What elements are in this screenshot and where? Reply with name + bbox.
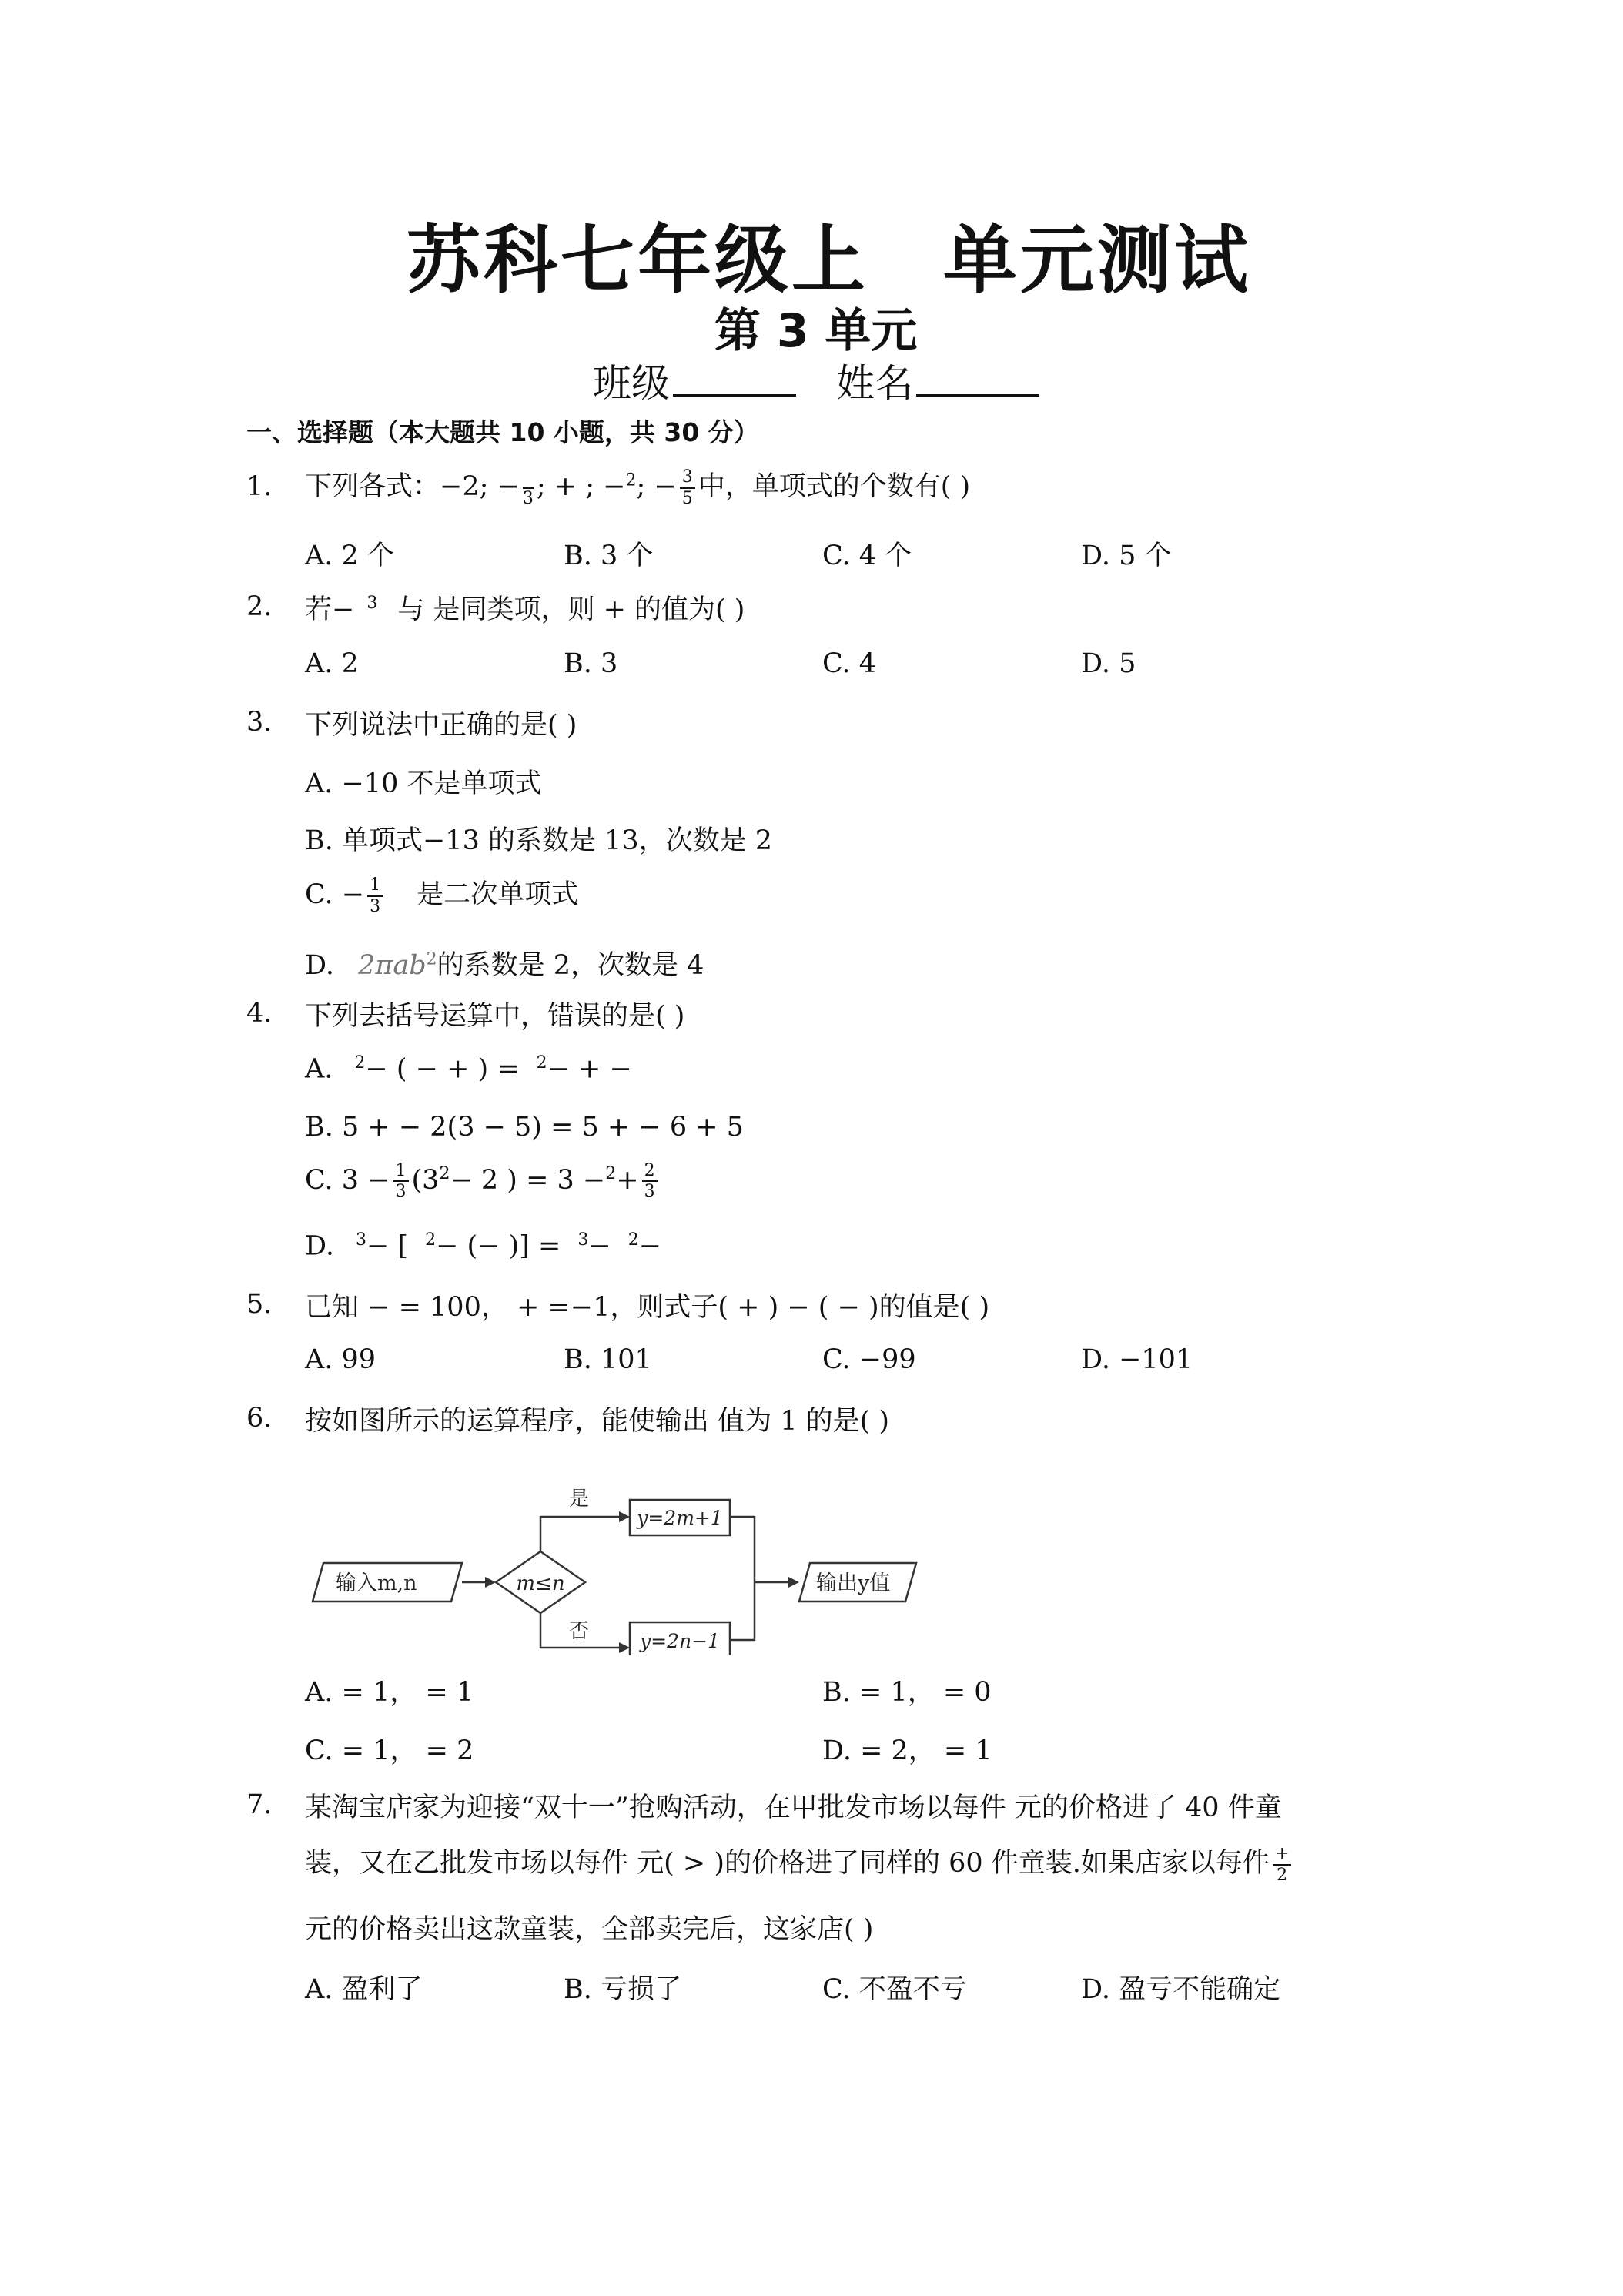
q1-text-3: ; − — [636, 471, 677, 502]
q3-option-b[interactable]: B. 单项式−13 的系数是 13，次数是 2 — [305, 825, 773, 856]
q1-option-a[interactable]: A. 2 个 — [305, 541, 394, 571]
q2-text-2: 与 是同类项，则 + 的值为( ) — [397, 594, 745, 625]
q1-option-c[interactable]: C. 4 个 — [822, 541, 912, 571]
q3-option-a[interactable]: A. −10 不是单项式 — [305, 768, 542, 799]
q1-option-b[interactable]: B. 3 个 — [564, 541, 654, 571]
q5-option-b[interactable]: B. 101 — [564, 1344, 652, 1375]
q7-option-b[interactable]: B. 亏损了 — [564, 1974, 681, 2005]
q7-line-2: 装，又在乙批发市场以每件 元( > )的价格进了同样的 60 件童装.如果店家以每件 $\frac{+}{2}$ — [305, 1842, 1294, 1885]
name-blank — [916, 363, 1039, 397]
flow-input-text: 输入m,n — [336, 1571, 417, 1595]
flow-yes-text: y=2m+1 — [637, 1507, 723, 1529]
class-blank — [673, 363, 796, 397]
flow-no-text: y=2n−1 — [640, 1630, 720, 1652]
q3-option-d[interactable] — [305, 944, 704, 982]
q6-flowchart — [308, 1455, 939, 1655]
q2-option-a[interactable]: A. 2 — [305, 648, 359, 679]
name-field — [836, 353, 1039, 408]
q4-stem: 下列去括号运算中，错误的是( ) — [305, 1001, 685, 1032]
q7-number: 7. — [246, 1789, 273, 1820]
flow-yes-label: 是 — [568, 1488, 590, 1511]
q1-text-1: 下列各式：−2; − — [305, 471, 520, 502]
unit-subtitle: 第 3 单元 — [714, 304, 918, 358]
q1-text-4: 中，单项式的个数有( ) — [698, 471, 971, 502]
q7-option-c[interactable]: C. 不盈不亏 — [822, 1974, 967, 2005]
flow-output-text: 输出y值 — [816, 1571, 891, 1595]
page-title-left: 苏科七年级上 — [407, 217, 868, 303]
q2-stem — [305, 588, 745, 627]
q3-d-prefix: D. — [305, 950, 334, 981]
q7-option-d[interactable]: D. 盈亏不能确定 — [1081, 1974, 1281, 2005]
q4-option-b[interactable]: B. 5 + − 2(3 − 5) = 5 + − 6 + 5 — [305, 1112, 744, 1143]
page-title-right: 单元测试 — [943, 217, 1251, 303]
q1-exponent: 2 — [625, 470, 637, 490]
q3-number: 3. — [246, 707, 273, 738]
q3-d-text: 的系数是 2，次数是 4 — [437, 950, 704, 981]
q3-stem: 下列说法中正确的是( ) — [305, 710, 577, 741]
q1-text-2: ; + ; − — [536, 471, 626, 502]
q4-option-d[interactable]: D. $^3$− [ $^2$− (− )] = $^3$− $^2$− — [305, 1230, 662, 1262]
name-label: 姓名 — [836, 361, 913, 406]
class-field — [593, 353, 796, 408]
q1-option-d[interactable]: D. 5 个 — [1081, 541, 1172, 571]
q2-number: 2. — [246, 591, 273, 622]
q6-stem: 按如图所示的运算程序，能使输出 值为 1 的是( ) — [305, 1406, 890, 1437]
q7-option-a[interactable]: A. 盈利了 — [305, 1974, 423, 2005]
q3-c-text: 是二次单项式 — [417, 879, 579, 910]
q6-option-a[interactable]: A. = 1， = 1 — [305, 1677, 474, 1708]
q5-option-d[interactable]: D. −101 — [1081, 1344, 1193, 1375]
q5-number: 5. — [246, 1289, 273, 1320]
q2-option-c[interactable]: C. 4 — [822, 648, 877, 679]
q6-number: 6. — [246, 1403, 273, 1434]
q2-option-b[interactable]: B. 3 — [564, 648, 618, 679]
flow-no-label: 否 — [568, 1620, 590, 1643]
q7-fraction: $\frac{+}{2}$ — [1273, 1844, 1291, 1885]
q1-number: 1. — [246, 471, 273, 502]
q3-d-expression: 2πab — [358, 950, 427, 981]
q2-exponent: 3 — [366, 594, 378, 614]
q7-line-1: 某淘宝店家为迎接“双十一”抢购活动，在甲批发市场以每件 元的价格进了 40 件童 — [305, 1792, 1282, 1823]
q4-option-c[interactable]: C. 3 − $\frac{1}{3}$ ($3^2- 2$ ) = 3 −$^2$+ $\frac{2}{3}$ — [305, 1161, 661, 1202]
q3-d-exponent: 2 — [426, 949, 437, 969]
q1-fraction-2: $\frac{3}{5}$ — [680, 467, 695, 508]
q6-option-c[interactable]: C. = 1， = 2 — [305, 1735, 474, 1766]
section-title: 一、选择题（本大题共 10 小题，共 30 分） — [246, 417, 759, 447]
q5-stem: 已知 − = 100， + =−1，则式子( + ) − ( − )的值是( ) — [305, 1292, 990, 1323]
q5-option-c[interactable]: C. −99 — [822, 1344, 916, 1375]
q7-line-3: 元的价格卖出这款童装，全部卖完后，这家店( ) — [305, 1914, 874, 1945]
flow-condition-text: m≤n — [516, 1572, 565, 1595]
q3-c-prefix: C. − — [305, 879, 365, 910]
class-label: 班级 — [593, 361, 670, 406]
q3-c-fraction: $\frac{1}{3}$ — [367, 875, 383, 916]
q4-option-a[interactable]: A. $^2$− ( − + ) = $^2$− + − — [305, 1053, 632, 1085]
q1-fraction-1: 3 — [523, 467, 534, 508]
q1-stem — [305, 465, 970, 508]
q2-option-d[interactable]: D. 5 — [1081, 648, 1136, 679]
q3-option-c[interactable] — [305, 873, 578, 916]
q5-option-a[interactable]: A. 99 — [305, 1344, 376, 1375]
q2-text-1: 若− — [305, 594, 355, 625]
q6-option-d[interactable]: D. = 2， = 1 — [822, 1735, 992, 1766]
q4-number: 4. — [246, 998, 273, 1029]
q6-option-b[interactable]: B. = 1， = 0 — [822, 1677, 992, 1708]
